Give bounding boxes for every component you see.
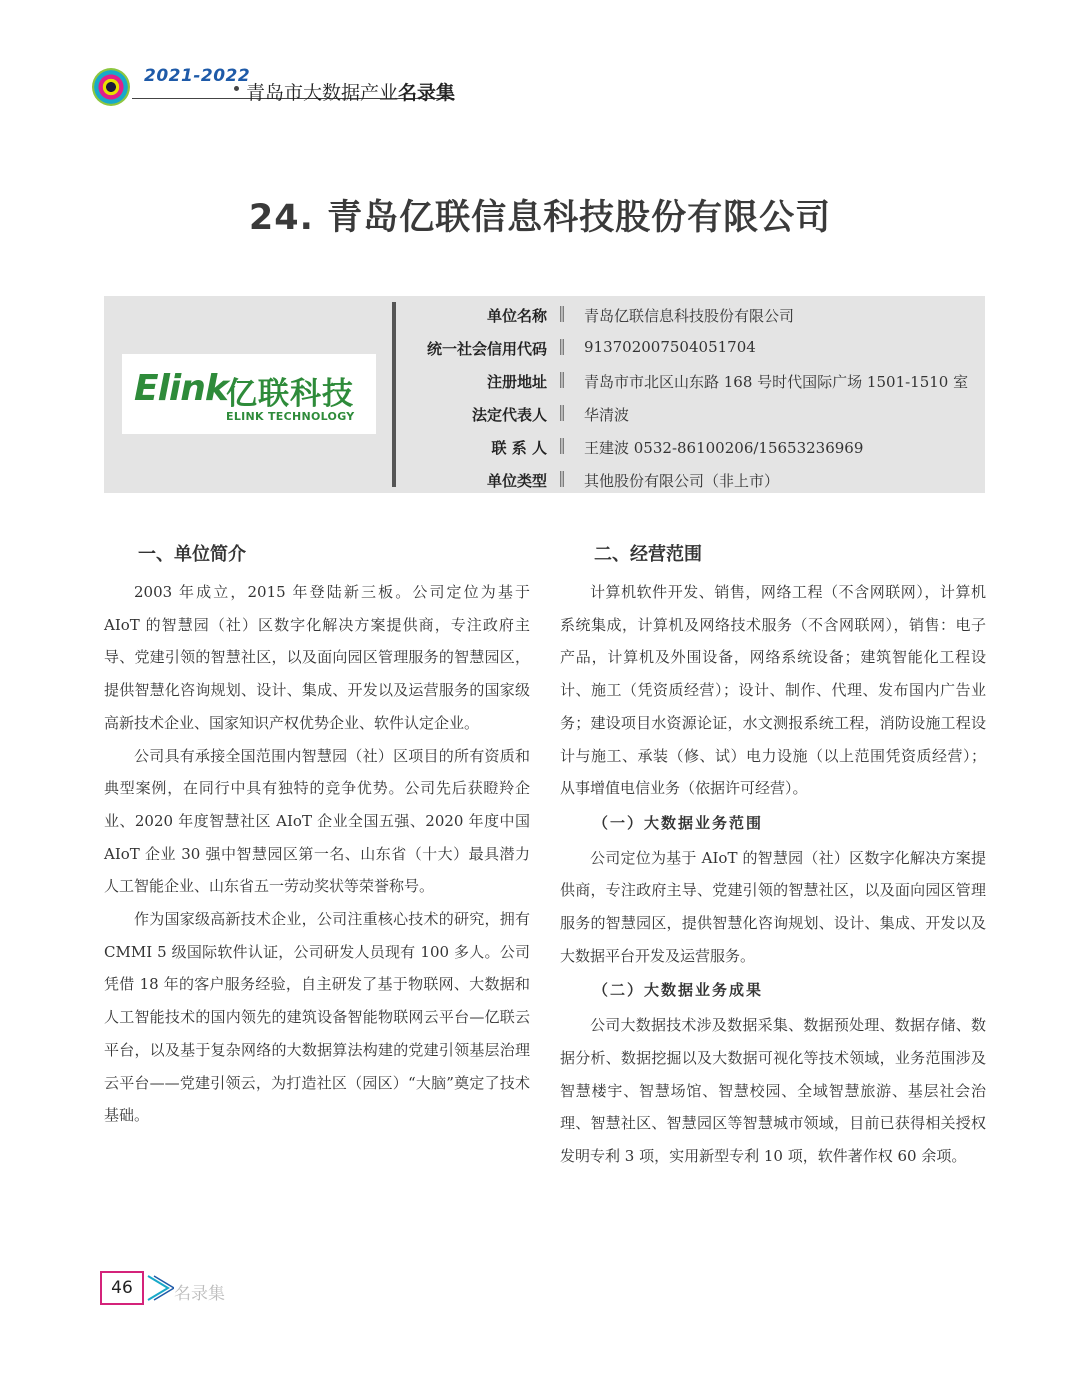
intro-paragraph: 2003 年成立，2015 年登陆新三板。公司定位为基于 AIoT 的智慧园（社）区数字化解决方案提供商，专注政府主导、党建引领的智慧社区，以及面向园区管理服务的智慧园区，提供智慧化咨询规划、设计、集成、开发以及运营服务的国家级高新技术企业、国家知识产权优势企业、软件认定企业。	[104, 583, 530, 732]
info-row-address	[400, 365, 985, 395]
scope-paragraph: 公司定位为基于 AIoT 的智慧园（社）区数字化解决方案提供商，专注政府主导、党建引领的智慧社区，以及面向园区管理服务的智慧园区，提供智慧化咨询规划、设计、集成、开发以及大数据平台开发及运营服务。	[560, 848, 986, 965]
scope-column	[560, 576, 986, 1173]
header-bullet-icon	[234, 86, 239, 91]
running-header	[92, 66, 462, 110]
info-value: 王建波 0532-86100206/15653236969	[584, 439, 864, 457]
scope-paragraph: 公司大数据技术涉及数据采集、数据预处理、数据存储、数据分析、数据挖掘以及大数据可视化等技术领域，业务范围涉及智慧楼宇、智慧场馆、智慧校园、全域智慧旅游、基层社会治理、智慧社区、智慧园区等智慧城市领域，目前已获得相关授权发明专利 3 项，实用新型专利 10 项，软件著作权 60 余项。	[560, 1016, 986, 1165]
info-separator: ‖	[558, 468, 566, 487]
info-separator: ‖	[558, 369, 566, 388]
info-separator: ‖	[558, 336, 566, 355]
scope-paragraph: 计算机软件开发、销售，网络工程（不含网联网），计算机系统集成，计算机及网络技术服务（不含网联网），销售：电子产品，计算机及外围设备，网络系统设备；建筑智能化工程设计、施工（凭资质经营）；设计、制作、代理、发布国内广告业务；建设项目水资源论证，水文测报系统工程，消防设施工程设计与施工、承装（修、试）电力设施（以上范围凭资质经营）；从事增值电信业务（依据许可经营）。	[560, 583, 986, 798]
info-label: 法定代表人	[471, 406, 547, 424]
subheading-bigdata-results: （二）大数据业务成果	[593, 981, 764, 1000]
info-label: 联 系 人	[491, 439, 547, 457]
book-logo-icon	[92, 68, 130, 106]
logo-sub-text: ELINK TECHNOLOGY	[226, 410, 355, 423]
company-logo	[122, 354, 376, 434]
info-value: 青岛市市北区山东路 168 号时代国际广场 1501-1510 室	[584, 373, 969, 391]
intro-column	[104, 576, 530, 1132]
subheading-bigdata-scope: （一）大数据业务范围	[593, 813, 764, 832]
info-separator: ‖	[558, 402, 566, 421]
info-divider	[392, 302, 396, 487]
header-year: 2021-2022	[144, 66, 251, 86]
logo-cn-text: 亿联科技	[226, 376, 354, 412]
info-label: 单位名称	[486, 307, 547, 325]
footer-section-label: 名录集	[174, 1284, 225, 1304]
intro-paragraph: 公司具有承接全国范围内智慧园（社）区项目的所有资质和典型案例，在同行中具有独特的竞争优势。公司先后获瞪羚企业、2020 年度智慧社区 AIoT 企业全国五强、2020 年度中国 AIoT 企业 30 强中智慧园区第一名、山东省（十大）最具潜力人工智能企业、山东省五一劳动奖状等荣誉称号。	[104, 746, 530, 896]
section-heading-intro: 一、单位简介	[138, 544, 246, 565]
info-row-credit-code	[400, 332, 985, 362]
chevron-right-icon	[146, 1272, 174, 1304]
info-value: 913702007504051704	[584, 338, 756, 356]
info-row-name	[400, 299, 985, 329]
info-value: 青岛亿联信息科技股份有限公司	[584, 307, 795, 325]
info-separator: ‖	[558, 303, 566, 322]
info-value: 华清波	[584, 406, 630, 424]
company-info-box	[104, 296, 985, 493]
info-label: 单位类型	[486, 472, 547, 490]
page-number: 46	[100, 1271, 144, 1305]
info-label: 统一社会信用代码	[426, 340, 547, 358]
info-row-contact	[400, 431, 985, 461]
section-heading-scope: 二、经营范围	[594, 544, 702, 565]
info-row-type	[400, 464, 985, 494]
info-separator: ‖	[558, 435, 566, 454]
page-title: 24. 青岛亿联信息科技股份有限公司	[248, 198, 832, 238]
info-label: 注册地址	[486, 373, 547, 391]
info-value: 其他股份有限公司（非上市）	[584, 472, 780, 490]
header-book-title: 青岛市大数据产业名录集	[246, 82, 456, 104]
logo-en-text: Elink	[134, 368, 228, 409]
intro-paragraph: 作为国家级高新技术企业，公司注重核心技术的研究，拥有 CMMI 5 级国际软件认证，公司研发人员现有 100 多人。公司凭借 18 年的客户服务经验，自主研发了基于物联网、大数据和人工智能技术的国内领先的建筑设备智能物联网云平台—亿联云平台，以及基于复杂网络的大数据算法构建的党建引领基层治理云平台——党建引领云，为打造社区（园区）“大脑”奠定了技术基础。	[104, 910, 530, 1125]
info-row-legal-rep	[400, 398, 985, 428]
